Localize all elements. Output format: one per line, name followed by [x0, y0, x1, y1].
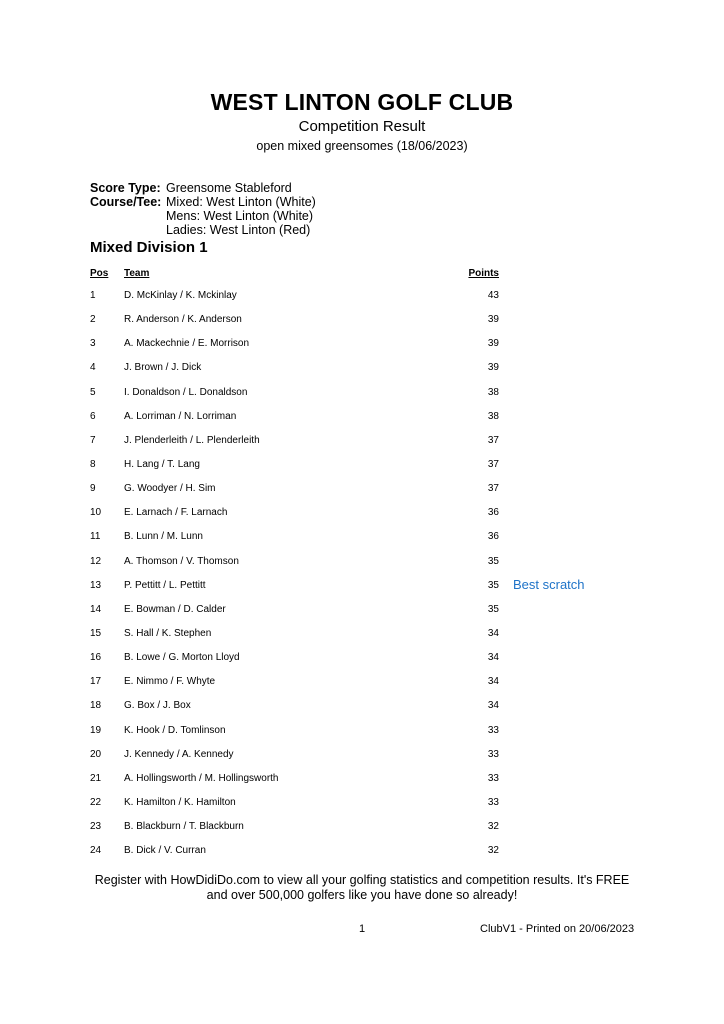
table-row	[0, 551, 724, 575]
row-points: 37	[487, 483, 499, 495]
column-header-pos: Pos	[90, 268, 109, 279]
row-points: 39	[487, 314, 499, 326]
row-pos: 22	[90, 796, 102, 808]
row-pos: 4	[90, 362, 96, 374]
course-tee-mens: Mens: West Linton (White)	[166, 209, 314, 223]
row-points: 35	[487, 603, 499, 615]
row-team: B. Blackburn / T. Blackburn	[124, 821, 244, 833]
row-pos: 7	[90, 434, 96, 446]
row-points: 43	[487, 290, 499, 301]
row-pos: 12	[90, 555, 102, 567]
row-team: E. Larnach / F. Larnach	[124, 507, 228, 519]
column-header-team: Team	[124, 268, 150, 279]
row-team: J. Kennedy / A. Kennedy	[124, 748, 234, 760]
row-pos: 15	[90, 627, 102, 639]
row-team: G. Woodyer / H. Sim	[124, 483, 216, 495]
row-team: K. Hook / D. Tomlinson	[124, 724, 226, 736]
course-tee-label: Course/Tee:	[90, 195, 162, 209]
column-header-points: Points	[468, 268, 499, 279]
row-pos: 9	[90, 483, 96, 495]
row-pos: 2	[90, 314, 96, 326]
table-row	[0, 792, 724, 816]
row-points: 34	[487, 627, 499, 639]
row-points: 38	[487, 410, 499, 422]
table-row	[0, 840, 724, 864]
row-pos: 13	[90, 579, 102, 591]
row-points: 34	[487, 676, 499, 688]
table-row	[0, 309, 724, 333]
table-row	[0, 695, 724, 719]
row-points: 34	[487, 652, 499, 664]
score-type-value: Greensome Stableford	[166, 181, 292, 195]
row-team: S. Hall / K. Stephen	[124, 627, 212, 639]
score-type-label: Score Type:	[90, 181, 161, 195]
row-pos: 8	[90, 458, 96, 470]
division-title: Mixed Division 1	[90, 239, 208, 256]
row-team: A. Mackechnie / E. Morrison	[124, 338, 250, 350]
row-pos: 24	[90, 845, 102, 857]
row-team: J. Plenderleith / L. Plenderleith	[124, 434, 260, 446]
row-team: D. McKinlay / K. Mckinlay	[124, 290, 237, 301]
table-row	[0, 647, 724, 671]
table-row	[0, 623, 724, 647]
register-note-line-1: Register with HowDidiDo.com to view all your golfing statistics and competition results. It's FREE	[94, 873, 630, 887]
row-team: K. Hamilton / K. Hamilton	[124, 796, 236, 808]
table-row	[0, 599, 724, 623]
table-row	[0, 744, 724, 768]
row-team: P. Pettitt / L. Pettitt	[124, 579, 206, 591]
row-points: 33	[487, 748, 499, 760]
row-points: 36	[487, 507, 499, 519]
row-team: G. Box / J. Box	[124, 700, 191, 712]
row-pos: 1	[90, 290, 96, 301]
row-pos: 3	[90, 338, 96, 350]
table-row	[0, 430, 724, 454]
row-team: B. Dick / V. Curran	[124, 845, 206, 857]
row-team: B. Lowe / G. Morton Lloyd	[124, 652, 240, 664]
table-row	[0, 502, 724, 526]
table-row	[0, 333, 724, 357]
table-row	[0, 454, 724, 478]
row-pos: 18	[90, 700, 102, 712]
results-table	[0, 285, 724, 864]
register-note-line-2: and over 500,000 golfers like you have done so already!	[206, 888, 518, 902]
row-pos: 19	[90, 724, 102, 736]
page-number: 1	[359, 923, 366, 935]
table-row	[0, 382, 724, 406]
row-pos: 17	[90, 676, 102, 688]
table-row	[0, 575, 724, 599]
row-points: 35	[487, 555, 499, 567]
row-pos: 16	[90, 652, 102, 664]
row-pos: 10	[90, 507, 102, 519]
row-points: 33	[487, 724, 499, 736]
row-team: A. Lorriman / N. Lorriman	[124, 410, 237, 422]
row-points: 32	[487, 845, 499, 857]
course-tee-mixed: Mixed: West Linton (White)	[166, 195, 316, 209]
table-row	[0, 720, 724, 744]
row-note: Best scratch	[513, 576, 585, 592]
row-team: B. Lunn / M. Lunn	[124, 531, 203, 543]
register-note	[0, 873, 724, 903]
print-info: ClubV1 - Printed on 20/06/2023	[480, 923, 635, 935]
table-row	[0, 406, 724, 430]
row-team: A. Hollingsworth / M. Hollingsworth	[124, 772, 279, 784]
table-row	[0, 816, 724, 840]
row-points: 36	[487, 531, 499, 543]
row-pos: 23	[90, 821, 102, 833]
course-tee-ladies: Ladies: West Linton (Red)	[166, 223, 311, 237]
row-points: 33	[487, 772, 499, 784]
table-row	[0, 285, 724, 309]
table-row	[0, 478, 724, 502]
row-points: 34	[487, 700, 499, 712]
competition-subtitle: Competition Result	[298, 118, 426, 135]
row-pos: 14	[90, 603, 102, 615]
table-row	[0, 671, 724, 695]
row-pos: 11	[90, 531, 101, 543]
row-points: 32	[487, 821, 499, 833]
row-team: R. Anderson / K. Anderson	[124, 314, 242, 326]
row-points: 39	[487, 338, 499, 350]
row-points: 35	[487, 579, 499, 591]
row-points: 37	[487, 434, 499, 446]
row-team: E. Bowman / D. Calder	[124, 603, 226, 615]
row-team: J. Brown / J. Dick	[124, 362, 202, 374]
table-row	[0, 526, 724, 550]
row-points: 33	[487, 796, 499, 808]
row-team: A. Thomson / V. Thomson	[124, 555, 239, 567]
competition-name: open mixed greensomes (18/06/2023)	[256, 139, 468, 153]
row-team: I. Donaldson / L. Donaldson	[124, 386, 248, 398]
table-row	[0, 768, 724, 792]
row-pos: 21	[90, 772, 102, 784]
table-row	[0, 357, 724, 381]
row-pos: 5	[90, 386, 96, 398]
row-team: E. Nimmo / F. Whyte	[124, 676, 216, 688]
row-pos: 20	[90, 748, 102, 760]
row-team: H. Lang / T. Lang	[124, 458, 200, 470]
row-points: 39	[487, 362, 499, 374]
row-pos: 6	[90, 410, 96, 422]
row-points: 38	[487, 386, 499, 398]
row-points: 37	[487, 458, 499, 470]
club-title: WEST LINTON GOLF CLUB	[210, 89, 514, 115]
